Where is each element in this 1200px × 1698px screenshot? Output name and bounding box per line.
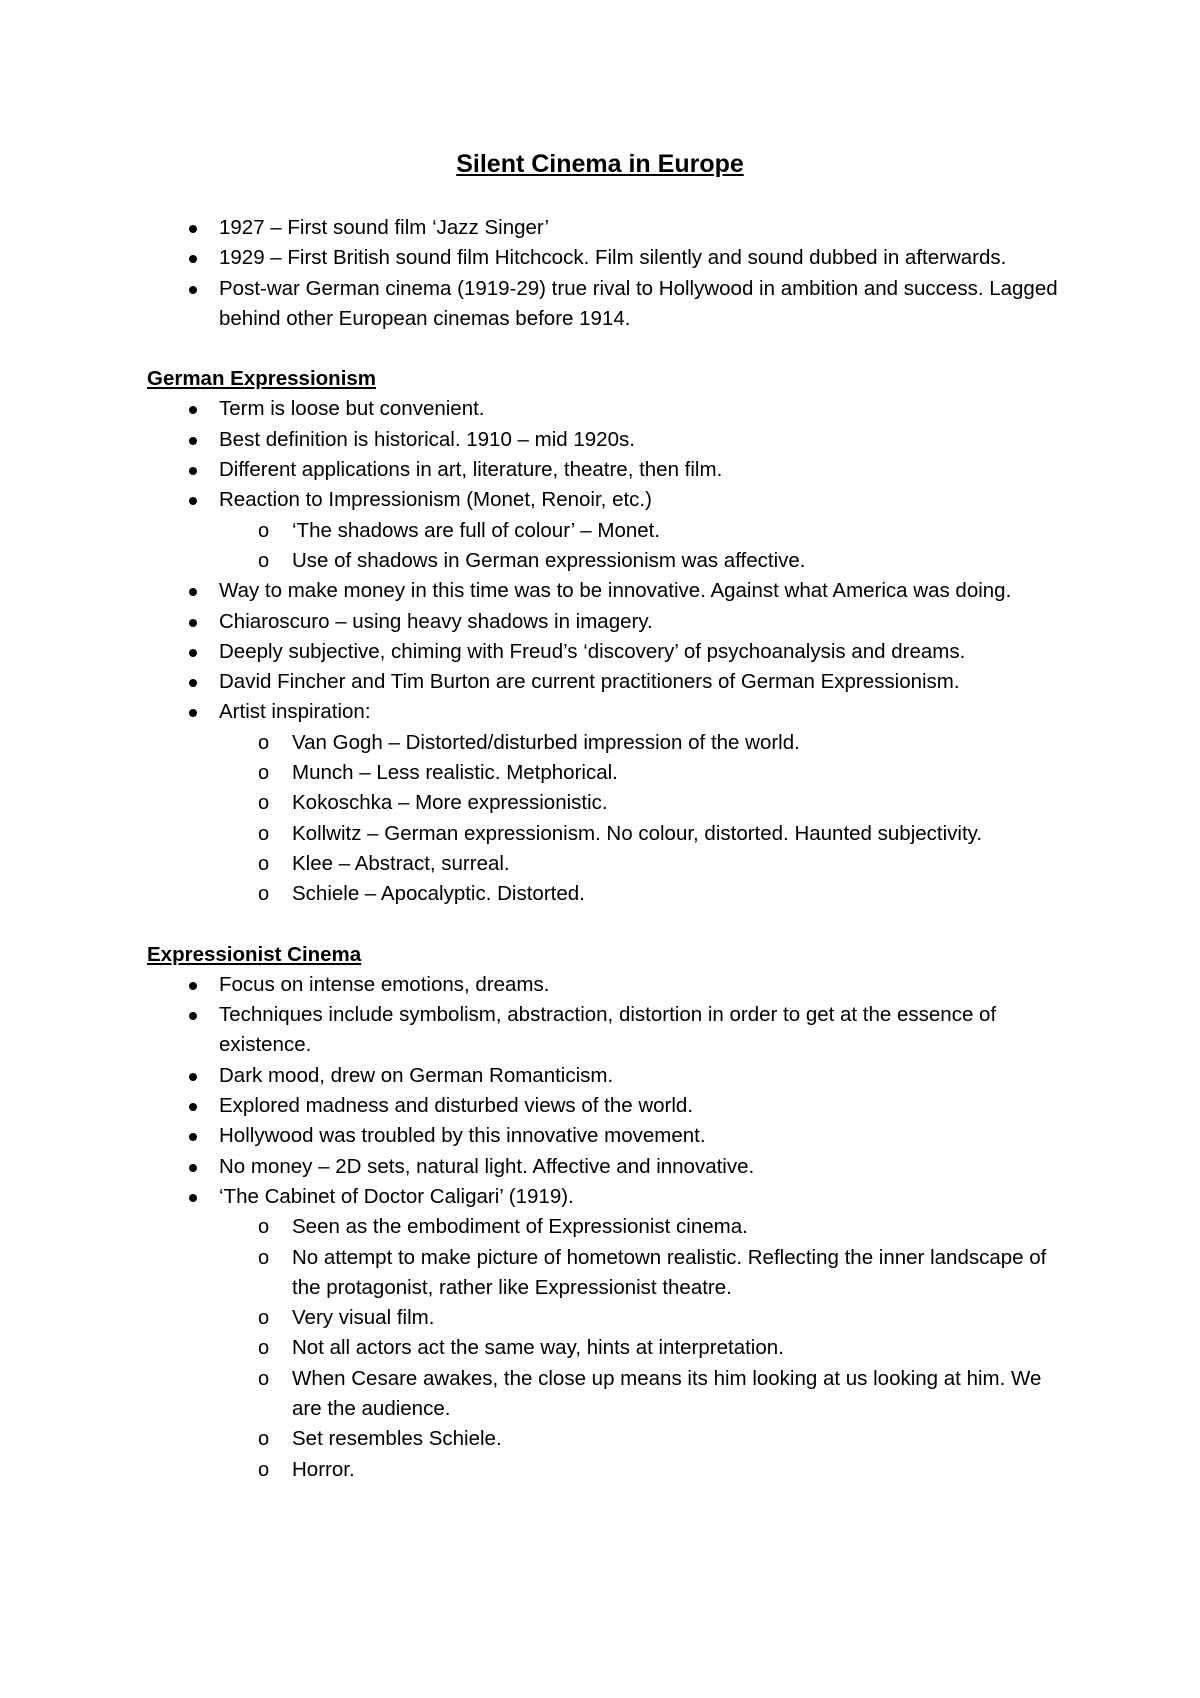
page-title: Silent Cinema in Europe bbox=[456, 150, 744, 178]
sub-list-item: o Kollwitz – German expressionism. No colour, distorted. Haunted subjectivity. bbox=[147, 819, 1067, 849]
sub-list-item: o Seen as the embodiment of Expressionist cinema. bbox=[147, 1212, 1067, 1242]
list-item: Chiaroscuro – using heavy shadows in imagery. bbox=[147, 607, 1067, 637]
list-item: Deeply subjective, chiming with Freud’s ‘discovery’ of psychoanalysis and dreams. bbox=[147, 637, 1067, 667]
list-item: Explored madness and disturbed views of the world. bbox=[147, 1091, 1067, 1121]
sub-list-item: o Horror. bbox=[147, 1455, 1067, 1485]
artist-sublist bbox=[147, 728, 1067, 910]
sub-list-item: o No attempt to make picture of hometown realistic. Reflecting the inner landscape of the protagonist, rather like Expressionist theatre. bbox=[147, 1243, 1067, 1304]
list-item: ‘The Cabinet of Doctor Caligari’ (1919). bbox=[147, 1182, 1067, 1212]
caligari-sublist bbox=[147, 1212, 1067, 1485]
sub-list-item: o Munch – Less realistic. Metphorical. bbox=[147, 758, 1067, 788]
list-item: Best definition is historical. 1910 – mid 1920s. bbox=[147, 425, 1067, 455]
list-item: Post-war German cinema (1919-29) true rival to Hollywood in ambition and success. Lagged behind other European cinemas before 1914. bbox=[147, 274, 1067, 335]
german-expressionism-list bbox=[147, 394, 1067, 515]
list-item: No money – 2D sets, natural light. Affective and innovative. bbox=[147, 1152, 1067, 1182]
list-item: Term is loose but convenient. bbox=[147, 394, 1067, 424]
list-item: 1927 – First sound film ‘Jazz Singer’ bbox=[147, 213, 1067, 243]
list-item: Way to make money in this time was to be innovative. Against what America was doing. bbox=[147, 576, 1067, 606]
document-content bbox=[147, 213, 1067, 1485]
list-item: Focus on intense emotions, dreams. bbox=[147, 970, 1067, 1000]
list-item: Hollywood was troubled by this innovative movement. bbox=[147, 1121, 1067, 1151]
intro-list bbox=[147, 213, 1067, 334]
impressionism-sublist bbox=[147, 516, 1067, 577]
list-item: Different applications in art, literature, theatre, then film. bbox=[147, 455, 1067, 485]
sub-list-item: o Van Gogh – Distorted/disturbed impression of the world. bbox=[147, 728, 1067, 758]
sub-list-item: o ‘The shadows are full of colour’ – Monet. bbox=[147, 516, 1067, 546]
sub-list-item: o Set resembles Schiele. bbox=[147, 1424, 1067, 1454]
list-item: 1929 – First British sound film Hitchcock. Film silently and sound dubbed in afterwards. bbox=[147, 243, 1067, 273]
list-item: Dark mood, drew on German Romanticism. bbox=[147, 1061, 1067, 1091]
sub-list-item: o Use of shadows in German expressionism was affective. bbox=[147, 546, 1067, 576]
section-heading-german-expressionism: German Expressionism bbox=[147, 367, 377, 391]
list-item: David Fincher and Tim Burton are current practitioners of German Expressionism. bbox=[147, 667, 1067, 697]
list-item: Techniques include symbolism, abstraction, distortion in order to get at the essence of existence. bbox=[147, 1000, 1067, 1061]
list-item: Artist inspiration: bbox=[147, 697, 1067, 727]
sub-list-item: o When Cesare awakes, the close up means its him looking at us looking at him. We are the audience. bbox=[147, 1364, 1067, 1425]
sub-list-item: o Kokoschka – More expressionistic. bbox=[147, 788, 1067, 818]
expressionist-cinema-list bbox=[147, 970, 1067, 1212]
section-heading-expressionist-cinema: Expressionist Cinema bbox=[147, 942, 362, 966]
german-expressionism-list-continued bbox=[147, 576, 1067, 727]
sub-list-item: o Not all actors act the same way, hints at interpretation. bbox=[147, 1333, 1067, 1363]
sub-list-item: o Schiele – Apocalyptic. Distorted. bbox=[147, 879, 1067, 909]
sub-list-item: o Klee – Abstract, surreal. bbox=[147, 849, 1067, 879]
sub-list-item: o Very visual film. bbox=[147, 1303, 1067, 1333]
list-item: Reaction to Impressionism (Monet, Renoir, etc.) bbox=[147, 485, 1067, 515]
